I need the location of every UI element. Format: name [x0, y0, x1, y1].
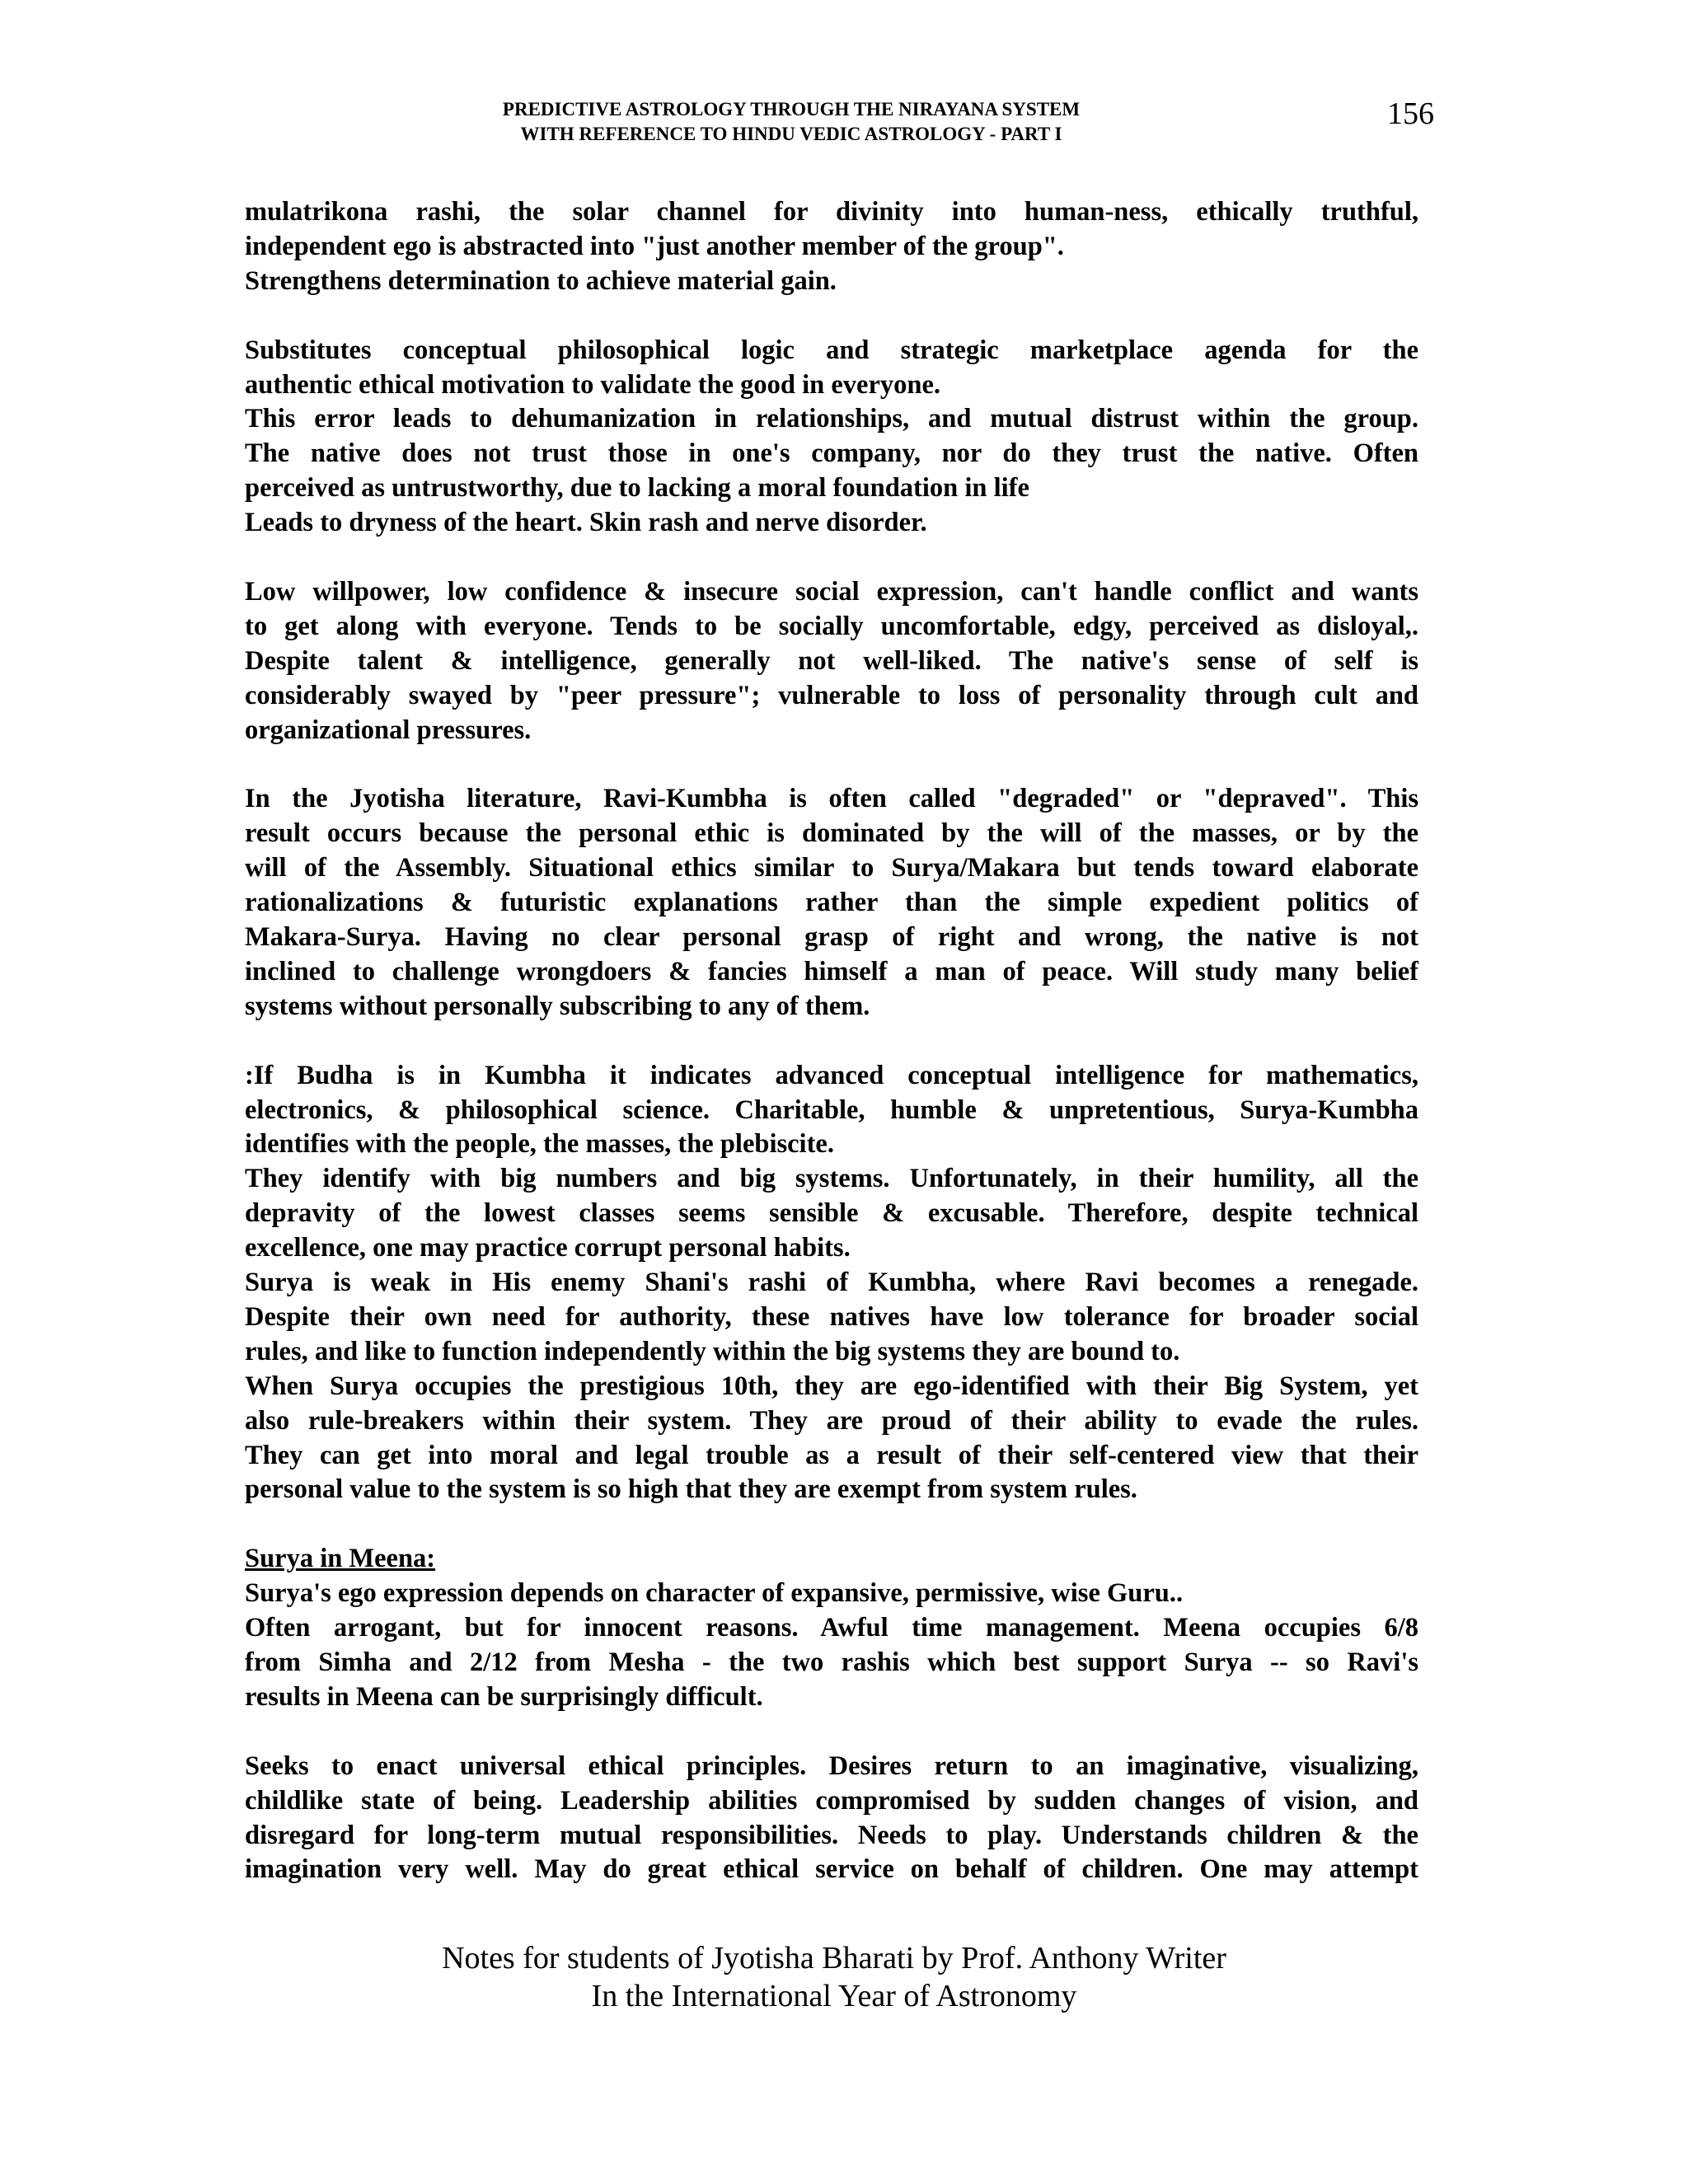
body-text	[245, 195, 1418, 1922]
text-line: organizational pressures.	[245, 715, 532, 745]
text-line: mulatrikona rashi, the solar channel for divinity into human-ness, ethically truthful,	[245, 197, 1418, 227]
text-line: disregard for long-term mutual responsibilities. Needs to play. Understands children & the	[245, 1820, 1418, 1850]
text-line: Makara-Surya. Having no clear personal grasp of right and wrong, the native is not	[245, 921, 1418, 952]
text-line: result occurs because the personal ethic is dominated by the will of the masses, or by the	[245, 818, 1418, 849]
text-line: In the Jyotisha literature, Ravi-Kumbha is often called "degraded" or "depraved". This	[245, 784, 1418, 814]
section-heading: Surya in Meena:	[245, 1544, 436, 1574]
paragraph	[245, 334, 1418, 541]
text-line: independent ego is abstracted into "just another member of the group".	[245, 231, 1064, 261]
text-line: Low willpower, low confidence & insecure social expression, can't handle conflict and wants	[245, 576, 1418, 607]
text-line: Surya is weak in His enemy Shani's rashi of Kumbha, where Ravi becomes a renegade.	[245, 1268, 1418, 1298]
paragraph	[245, 782, 1418, 1024]
text-line: to get along with everyone. Tends to be socially uncomfortable, edgy, perceived as disloyal,.	[245, 611, 1418, 641]
text-line: When Surya occupies the prestigious 10th, they are ego-identified with their Big System, yet	[245, 1371, 1418, 1401]
text-line: The native does not trust those in one's company, nor do they trust the native. Often	[245, 438, 1418, 469]
text-line: imagination very well. May do great ethical service on behalf of children. One may attempt	[245, 1854, 1418, 1885]
header-title-line-1: PREDICTIVE ASTROLOGY THROUGH THE NIRAYANA SYSTEM	[502, 99, 1081, 120]
text-line: Substitutes conceptual philosophical logic and strategic marketplace agenda for the	[245, 335, 1418, 365]
text-line: also rule-breakers within their system. They are proud of their ability to evade the rules.	[245, 1405, 1418, 1436]
page-number: 156	[1387, 96, 1434, 131]
text-line: results in Meena can be surprisingly difficult.	[245, 1681, 763, 1712]
text-line: from Simha and 2/12 from Mesha - the two rashis which best support Surya -- so Ravi's	[245, 1647, 1418, 1677]
text-line: electronics, & philosophical science. Charitable, humble & unpretentious, Surya-Kumbha	[245, 1094, 1418, 1125]
text-line: Seeks to enact universal ethical principles. Desires return to an imaginative, visualizing,	[245, 1750, 1418, 1781]
text-line: considerably swayed by "peer pressure"; vulnerable to loss of personality through cult and	[245, 680, 1418, 710]
text-line: systems without personally subscribing to any of them.	[245, 991, 870, 1021]
text-line: Strengthens determination to achieve material gain.	[245, 265, 837, 296]
text-line: Often arrogant, but for innocent reasons. Awful time management. Meena occupies 6/8	[245, 1613, 1418, 1643]
paragraph	[245, 1542, 1418, 1715]
text-line: childlike state of being. Leadership abilities compromised by sudden changes of vision, and	[245, 1785, 1418, 1816]
text-line: Surya's ego expression depends on character of expansive, permissive, wise Guru..	[245, 1578, 1184, 1609]
text-line: They identify with big numbers and big systems. Unfortunately, in their humility, all the	[245, 1164, 1418, 1194]
text-line: excellence, one may practice corrupt personal habits.	[245, 1233, 851, 1263]
running-header	[363, 97, 1220, 147]
text-line: :If Budha is in Kumbha it indicates advanced conceptual intelligence for mathematics,	[245, 1060, 1418, 1090]
text-line: Despite their own need for authority, these natives have low tolerance for broader social	[245, 1301, 1418, 1332]
header-title-line-2: WITH REFERENCE TO HINDU VEDIC ASTROLOGY - PART I	[520, 124, 1062, 144]
text-line: depravity of the lowest classes seems sensible & excusable. Therefore, despite technical	[245, 1198, 1418, 1229]
text-line: Despite talent & intelligence, generally not well-liked. The native's sense of self is	[245, 645, 1418, 676]
page-footer	[247, 1939, 1421, 2015]
text-line: perceived as untrustworthy, due to lacking a moral foundation in life	[245, 473, 1029, 504]
text-line: personal value to the system is so high that they are exempt from system rules.	[245, 1474, 1137, 1505]
paragraph	[245, 195, 1418, 299]
text-line: rationalizations & futuristic explanations rather than the simple expedient politics of	[245, 888, 1418, 918]
text-line: will of the Assembly. Situational ethics similar to Surya/Makara but tends toward elaborate	[245, 853, 1418, 883]
text-line: authentic ethical motivation to validate the good in everyone.	[245, 369, 941, 400]
text-line: Leads to dryness of the heart. Skin rash and nerve disorder.	[245, 508, 927, 538]
text-line: This error leads to dehumanization in relationships, and mutual distrust within the group.	[245, 404, 1418, 434]
text-line: rules, and like to function independently within the big systems they are bound to.	[245, 1336, 1180, 1366]
paragraph	[245, 1059, 1418, 1508]
paragraph	[245, 575, 1418, 748]
footer-line-2: In the International Year of Astronomy	[591, 1979, 1077, 2013]
paragraph	[245, 1750, 1418, 1888]
footer-line-1: Notes for students of Jyotisha Bharati by Prof. Anthony Writer	[442, 1941, 1226, 1975]
text-line: identifies with the people, the masses, the plebiscite.	[245, 1129, 834, 1160]
text-line: inclined to challenge wrongdoers & fancies himself a man of peace. Will study many belief	[245, 956, 1418, 987]
text-line: They can get into moral and legal trouble as a result of their self-centered view that their	[245, 1440, 1418, 1470]
